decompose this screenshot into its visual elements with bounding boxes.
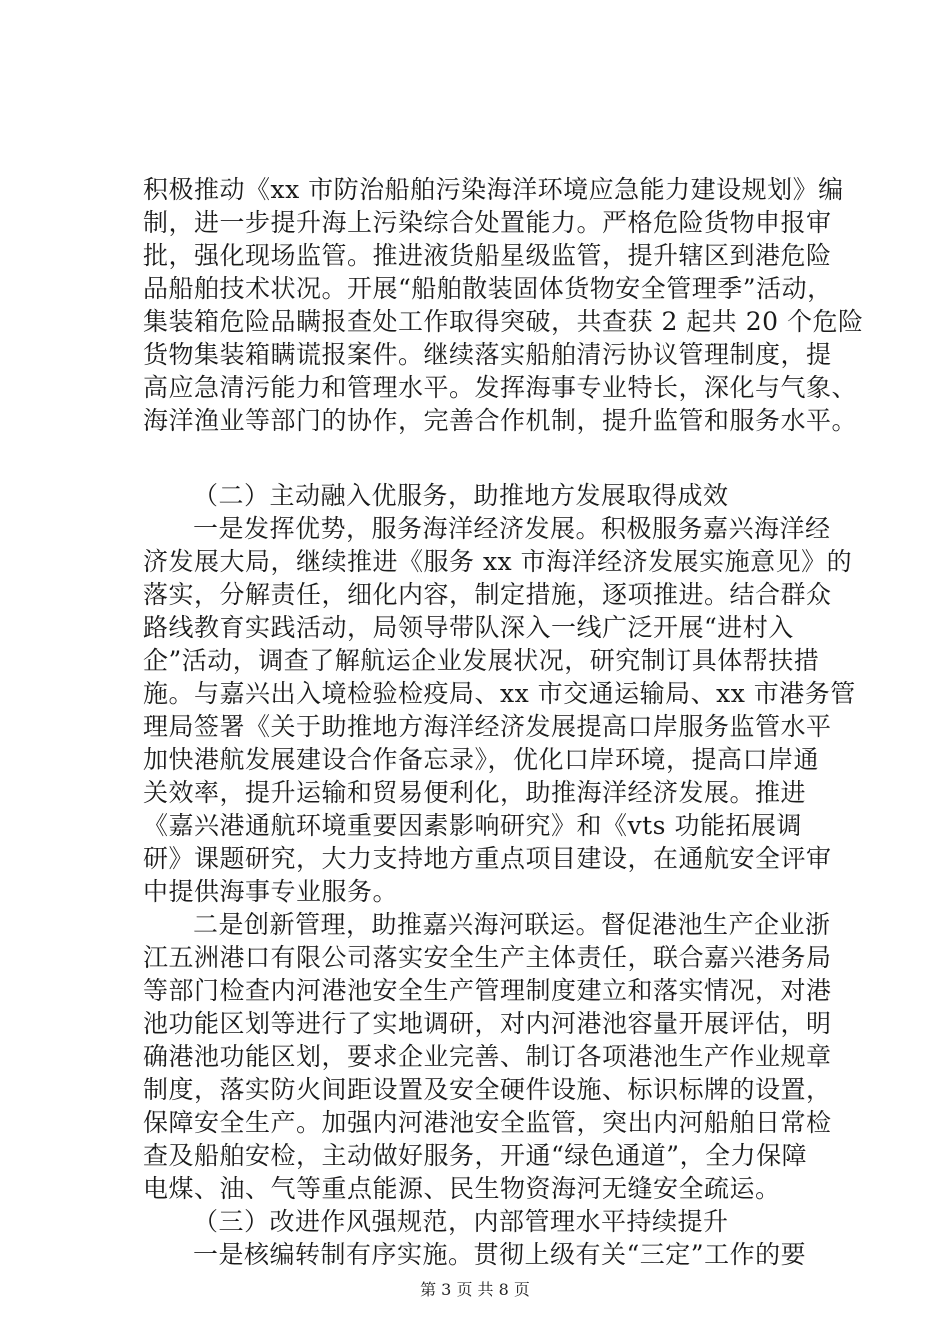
text-line: 落实，分解责任，细化内容，制定措施，逐项推进。结合群众	[143, 580, 832, 609]
section-heading-2: （二）主动融入优服务，助推地方发展取得成效	[193, 481, 729, 510]
text-line: 品船舶技术状况。开展“船舶散装固体货物安全管理季”活动，	[143, 274, 833, 303]
text-line: 等部门检查内河港池安全生产管理制度建立和落实情况，对港	[143, 976, 832, 1005]
paragraph-2	[143, 512, 856, 908]
paragraph-3	[143, 908, 832, 1205]
text-line: 一是发挥优势，服务海洋经济发展。积极服务嘉兴海洋经	[193, 514, 831, 543]
text-line: 海洋渔业等部门的协作，完善合作机制，提升监管和服务水平。	[143, 406, 858, 435]
text-line: 制度，落实防火间距设置及安全硬件设施、标识标牌的设置，	[143, 1075, 832, 1104]
document-body	[143, 173, 864, 1271]
text-line: 理局签署《关于助推地方海洋经济发展提高口岸服务监管水平	[143, 712, 832, 741]
section-heading-3: （三）改进作风强规范，内部管理水平持续提升	[193, 1207, 729, 1236]
text-line: 研》课题研究，大力支持地方重点项目建设，在通航安全评审	[143, 844, 832, 873]
text-line: 《嘉兴港通航环境重要因素影响研究》和《vts 功能拓展调	[143, 811, 802, 840]
paragraph-1	[143, 173, 864, 437]
text-line: 一是核编转制有序实施。贯彻上级有关“三定”工作的要	[193, 1240, 807, 1269]
text-line: 池功能区划等进行了实地调研，对内河港池容量开展评估，明	[143, 1009, 832, 1038]
text-line: 施。与嘉兴出入境检验检疫局、xx 市交通运输局、xx 市港务管	[143, 679, 856, 708]
text-line: 电煤、油、气等重点能源、民生物资海河无缝安全疏运。	[143, 1174, 781, 1203]
text-line: 批，强化现场监管。推进液货船星级监管，提升辖区到港危险	[143, 241, 832, 270]
text-line: 加快港航发展建设合作备忘录》，优化口岸环境，提高口岸通	[143, 745, 820, 774]
text-line: 保障安全生产。加强内河港池安全监管，突出内河船舶日常检	[143, 1108, 832, 1137]
text-line: 中提供海事专业服务。	[143, 877, 399, 906]
text-line: 江五洲港口有限公司落实安全生产主体责任，联合嘉兴港务局	[143, 943, 832, 972]
text-line: 二是创新管理，助推嘉兴海河联运。督促港池生产企业浙	[193, 910, 831, 939]
paragraph-4	[143, 1238, 829, 1271]
page-number-footer: 第 3 页 共 8 页	[420, 1280, 530, 1299]
text-line: 制，进一步提升海上污染综合处置能力。严格危险货物申报审	[143, 208, 832, 237]
text-line: 路线教育实践活动，局领导带队深入一线广泛开展“进村入	[143, 613, 794, 642]
paragraph-gap	[143, 437, 829, 479]
text-line: 企”活动，调查了解航运企业发展状况，研究制订具体帮扶措	[143, 646, 820, 675]
text-line: 确港池功能区划，要求企业完善、制订各项港池生产作业规章	[143, 1042, 832, 1071]
text-line: 高应急清污能力和管理水平。发挥海事专业特长，深化与气象、	[143, 373, 858, 402]
text-line: 济发展大局，继续推进《服务 xx 市海洋经济发展实施意见》的	[143, 547, 853, 576]
text-line: 货物集装箱瞒谎报案件。继续落实船舶清污协议管理制度，提	[143, 340, 832, 369]
text-line: 集装箱危险品瞒报查处工作取得突破，共查获 2 起共 20 个危险	[143, 307, 864, 336]
text-line: 查及船舶安检，主动做好服务，开通“绿色通道”，全力保障	[143, 1141, 808, 1170]
text-line: 关效率，提升运输和贸易便利化，助推海洋经济发展。推进	[143, 778, 807, 807]
text-line: 积极推动《xx 市防治船舶污染海洋环境应急能力建设规划》编	[143, 175, 844, 204]
